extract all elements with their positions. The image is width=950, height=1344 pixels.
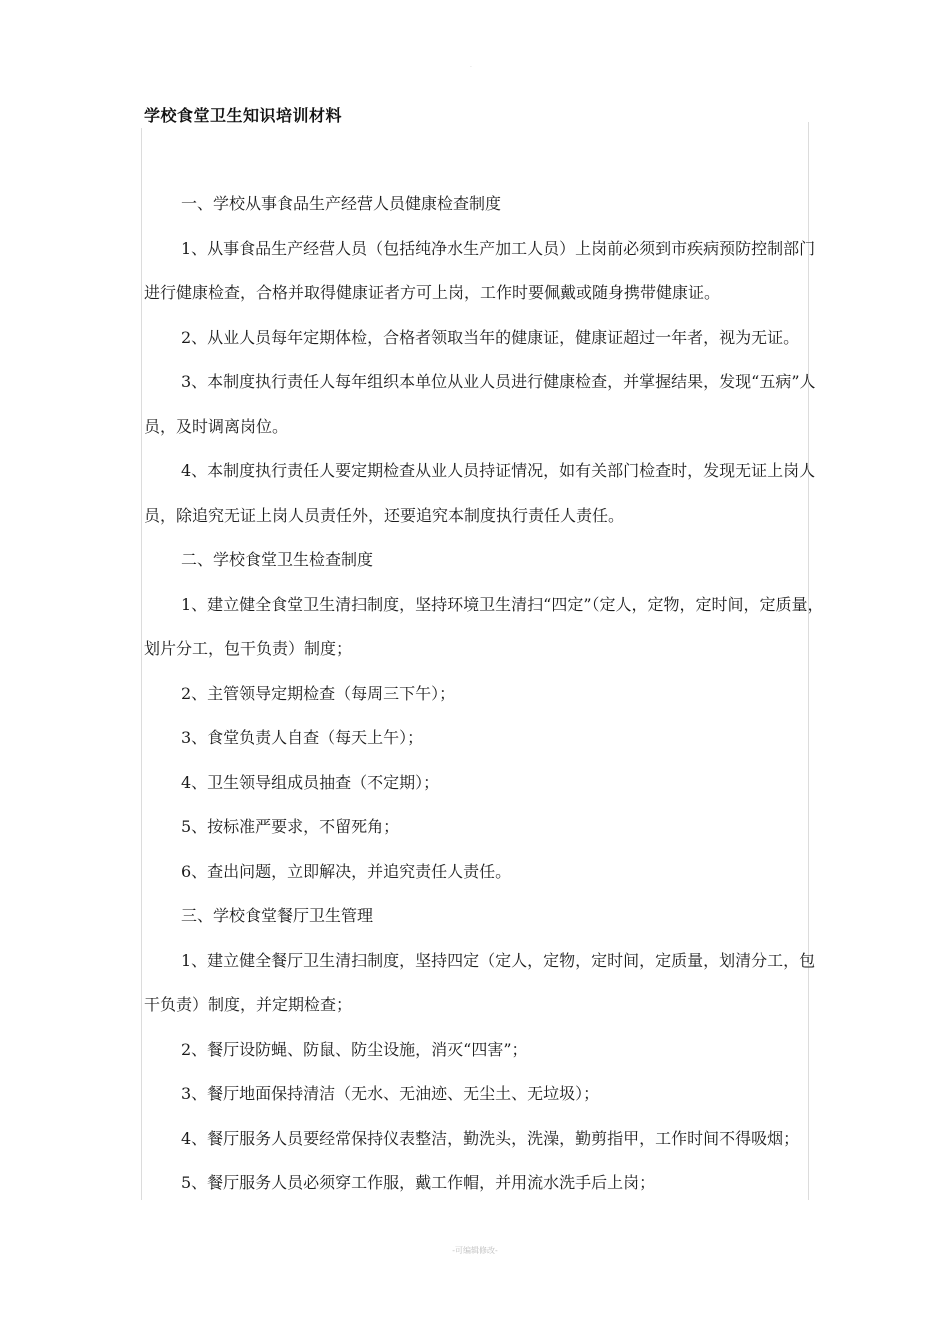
- paragraph: 4、卫生领导组成员抽查（不定期）；: [181, 772, 440, 792]
- paragraph: 2、餐厅设防蝇、防鼠、防尘设施，消灭“四害”；: [181, 1039, 528, 1059]
- paragraph: 5、餐厅服务人员必须穿工作服，戴工作帽，并用流水洗手后上岗；: [181, 1173, 656, 1192]
- paragraph: 1、建立健全餐厅卫生清扫制度，坚持四定（定人，定物，定时间，定质量，划清分工，包干负责）制度，并定期检查；: [144, 950, 816, 1014]
- paragraph: 3、本制度执行责任人每年组织本单位从业人员进行健康检查，并掌握结果，发现“五病”人员，及时调离岗位。: [144, 372, 816, 436]
- paragraph: 2、主管领导定期检查（每周三下午）；: [181, 683, 456, 703]
- paragraph: 3、餐厅地面保持清洁（无水、无油迹、无尘土、无垃圾）；: [181, 1084, 600, 1103]
- paragraph: 4、餐厅服务人员要经常保持仪表整洁，勤洗头，洗澡，勤剪指甲，工作时间不得吸烟；: [181, 1128, 800, 1148]
- section-heading-2: 二、学校食堂卫生检查制度: [181, 550, 374, 569]
- document-body: [144, 182, 830, 1206]
- paragraph: 5、按标准严要求，不留死角；: [181, 817, 400, 836]
- paragraph: 2、从业人员每年定期体检，合格者领取当年的健康证，健康证超过一年者，视为无证。: [181, 327, 800, 347]
- header-mark: .: [470, 62, 472, 69]
- paragraph: 3、食堂负责人自查（每天上午）；: [181, 728, 424, 747]
- document-title: 学校食堂卫生知识培训材料: [144, 106, 343, 125]
- paragraph: 6、查出问题，立即解决，并追究责任人责任。: [181, 861, 512, 881]
- section-heading-1: 一、学校从事食品生产经营人员健康检查制度: [181, 194, 502, 213]
- paragraph: 4、本制度执行责任人要定期检查从业人员持证情况，如有关部门检查时，发现无证上岗人员，除追究无证上岗人员责任外，还要追究本制度执行责任人责任。: [144, 461, 816, 525]
- paragraph: 1、从事食品生产经营人员（包括纯净水生产加工人员）上岗前必须到市疾病预防控制部门进行健康检查，合格并取得健康证者方可上岗，工作时要佩戴或随身携带健康证。: [144, 238, 816, 302]
- paragraph: 1、建立健全食堂卫生清扫制度，坚持环境卫生清扫“四定”（定人，定物，定时间，定质量，划片分工，包干负责）制度；: [144, 594, 824, 658]
- section-heading-3: 三、学校食堂餐厅卫生管理: [181, 906, 374, 925]
- frame-left-rule: [141, 128, 142, 1200]
- page-footer: -可编辑修改-: [452, 1246, 498, 1255]
